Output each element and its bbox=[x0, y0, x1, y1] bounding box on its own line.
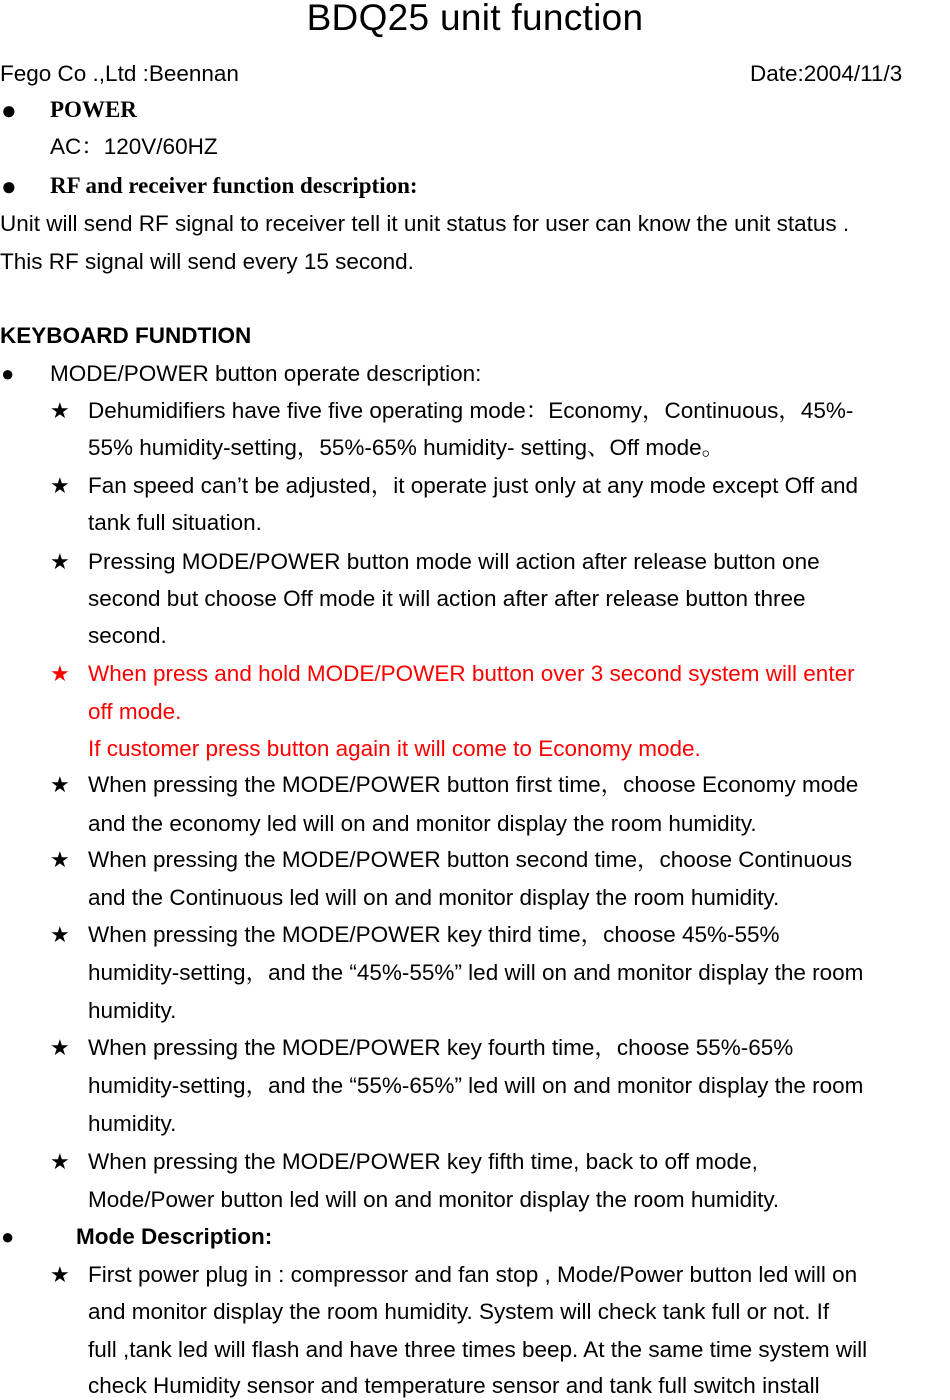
list-item-line: Dehumidifiers have five five operating mode：Economy，Continuous，45%- bbox=[88, 398, 854, 423]
star-icon: ★ bbox=[50, 1262, 70, 1287]
list-item-line: full ,tank led will flash and have three times beep. At the same time system will bbox=[88, 1337, 868, 1362]
list-item-line: Fan speed can’t be adjusted，it operate just only at any mode except Off and bbox=[88, 473, 859, 498]
list-item-line: Mode/Power button led will on and monitor display the room humidity. bbox=[88, 1187, 780, 1212]
list-item-line: and the Continuous led will on and monitor display the room humidity. bbox=[88, 885, 780, 910]
rf-line: Unit will send RF signal to receiver tell it unit status for user can know the unit status . bbox=[0, 211, 850, 236]
star-icon: ★ bbox=[50, 922, 70, 947]
list-item-line: second. bbox=[88, 623, 167, 648]
list-item-line: humidity-setting，and the “45%-55%” led will on and monitor display the room bbox=[88, 960, 864, 985]
list-item-line: humidity. bbox=[88, 1111, 177, 1136]
mode-power-heading: MODE/POWER button operate description: bbox=[50, 361, 482, 386]
list-item-line: When pressing the MODE/POWER key fourth time，choose 55%-65% bbox=[88, 1035, 794, 1060]
mode-description-heading: Mode Description: bbox=[76, 1224, 273, 1249]
star-icon: ★ bbox=[50, 549, 70, 574]
star-icon: ★ bbox=[50, 1035, 70, 1060]
rf-heading: RF and receiver function description: bbox=[50, 173, 418, 198]
list-item-line: Pressing MODE/POWER button mode will action after release button one bbox=[88, 549, 820, 574]
star-icon: ★ bbox=[50, 847, 70, 872]
list-item-line: and monitor display the room humidity. System will check tank full or not. If bbox=[88, 1299, 830, 1324]
list-item-line: If customer press button again it will come to Economy mode. bbox=[88, 736, 701, 761]
bullet-icon: ● bbox=[1, 171, 17, 201]
list-item-line: off mode. bbox=[88, 699, 182, 724]
star-icon: ★ bbox=[50, 473, 70, 498]
list-item-line: humidity-setting，and the “55%-65%” led will on and monitor display the room bbox=[88, 1073, 864, 1098]
star-icon: ★ bbox=[50, 661, 70, 686]
list-item-line: and the economy led will on and monitor display the room humidity. bbox=[88, 811, 757, 836]
power-heading: POWER bbox=[50, 97, 137, 122]
bullet-icon: ● bbox=[1, 1224, 15, 1249]
date: Date:2004/11/3 bbox=[750, 61, 903, 86]
bullet-icon: ● bbox=[1, 95, 17, 125]
list-item-line: humidity. bbox=[88, 998, 177, 1023]
power-spec: AC：120V/60HZ bbox=[50, 134, 218, 159]
list-item-line: tank full situation. bbox=[88, 510, 262, 535]
bullet-icon: ● bbox=[1, 361, 15, 386]
list-item-line: When pressing the MODE/POWER button second time，choose Continuous bbox=[88, 847, 853, 872]
list-item-line: When pressing the MODE/POWER button first time，choose Economy mode bbox=[88, 772, 859, 797]
star-icon: ★ bbox=[50, 398, 70, 423]
list-item-line: second but choose Off mode it will action after after release button three bbox=[88, 586, 806, 611]
list-item-line: When press and hold MODE/POWER button over 3 second system will enter bbox=[88, 661, 855, 686]
page-title: BDQ25 unit function bbox=[306, 0, 644, 38]
list-item-line: When pressing the MODE/POWER key fifth time, back to off mode, bbox=[88, 1149, 758, 1174]
rf-line: This RF signal will send every 15 second. bbox=[0, 249, 414, 274]
list-item-line: check Humidity sensor and temperature sensor and tank full switch install bbox=[88, 1373, 820, 1398]
keyboard-heading: KEYBOARD FUNDTION bbox=[0, 323, 252, 348]
list-item-line: 55% humidity-setting，55%-65% humidity- setting、Off mode。 bbox=[88, 435, 725, 460]
list-item-line: When pressing the MODE/POWER key third time，choose 45%-55% bbox=[88, 922, 780, 947]
star-icon: ★ bbox=[50, 772, 70, 797]
star-icon: ★ bbox=[50, 1149, 70, 1174]
list-item-line: First power plug in : compressor and fan stop , Mode/Power button led will on bbox=[88, 1262, 858, 1287]
company-line: Fego Co .,Ltd :Beennan bbox=[0, 61, 239, 86]
